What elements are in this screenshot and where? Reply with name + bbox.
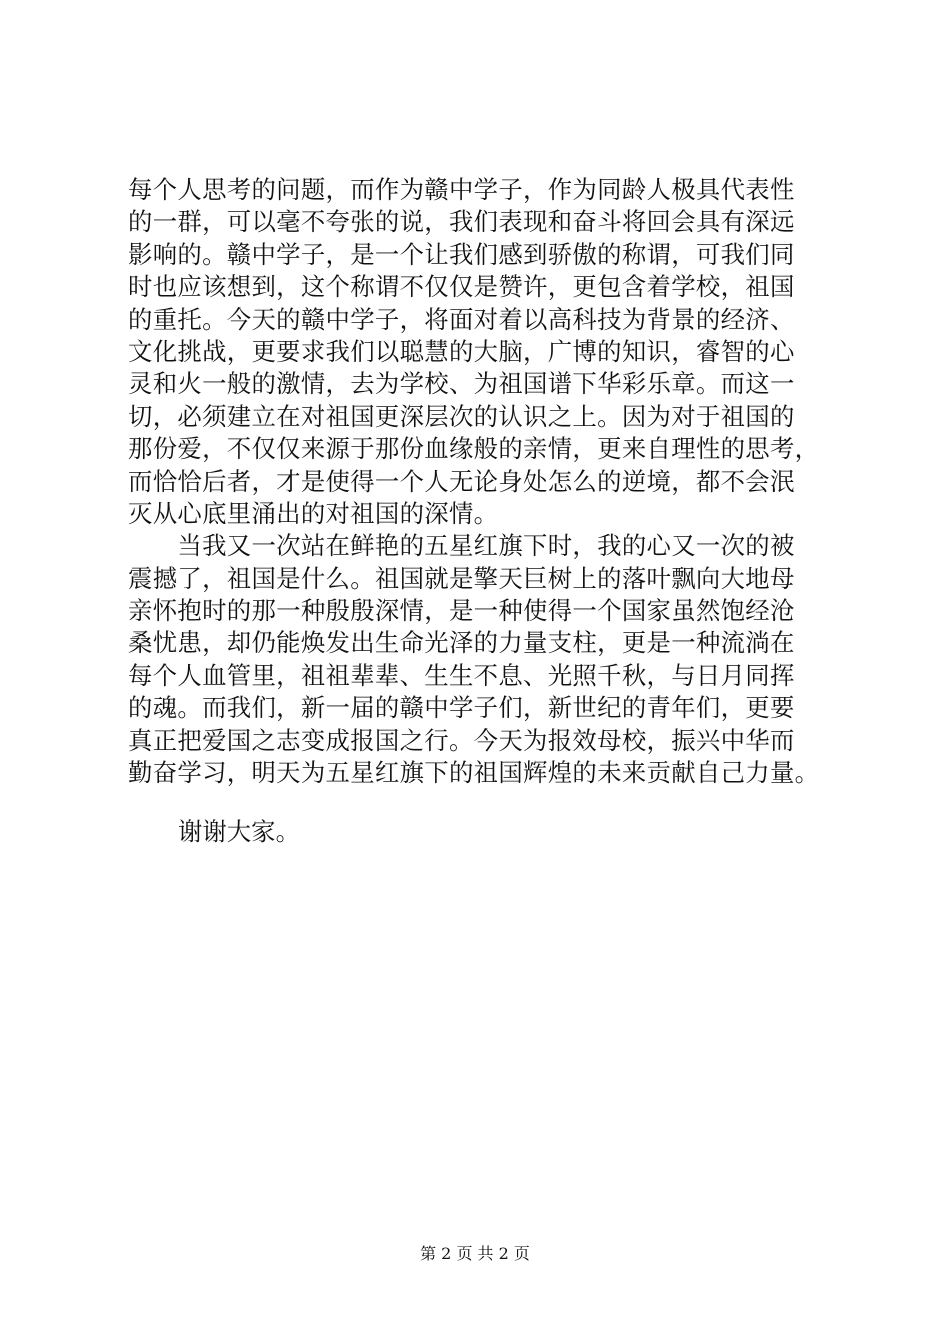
text-line-15: 桑忧患，却仍能焕发出生命光泽的力量支柱，更是一种流淌在 xyxy=(128,628,795,658)
page-number-footer: 第 2 页 共 2 页 xyxy=(420,1244,530,1263)
text-line-5: 的重托。今天的赣中学子，将面对着以高科技为背景的经济、 xyxy=(128,304,795,334)
text-line-9: 那份爱，不仅仅来源于那份血缘般的亲情，更来自理性的思考， xyxy=(128,434,820,464)
closing-text: 谢谢大家。 xyxy=(178,817,300,846)
text-line-2: 的一群，可以毫不夸张的说，我们表现和奋斗将回会具有深远 xyxy=(128,207,795,237)
text-line-19: 勤奋学习，明天为五星红旗下的祖国辉煌的未来贡献自己力量。 xyxy=(128,758,820,788)
text-line-18: 真正把爱国之志变成报国之行。今天为报效母校，振兴中华而 xyxy=(128,725,795,755)
text-line-11: 灭从心底里涌出的对祖国的深情。 xyxy=(128,498,499,528)
text-line-6: 文化挑战，更要求我们以聪慧的大脑，广博的知识，睿智的心 xyxy=(128,336,795,366)
text-line-1: 每个人思考的问题，而作为赣中学子，作为同龄人极具代表性 xyxy=(128,175,795,204)
text-line-3: 影响的。赣中学子，是一个让我们感到骄傲的称谓，可我们同 xyxy=(128,239,795,269)
text-line-17: 的魂。而我们，新一届的赣中学子们，新世纪的青年们，更要 xyxy=(128,693,795,723)
text-line-13: 震撼了，祖国是什么。祖国就是擎天巨树上的落叶飘向大地母 xyxy=(128,563,795,593)
text-line-8: 切，必须建立在对祖国更深层次的认识之上。因为对于祖国的 xyxy=(128,401,795,431)
text-line-16: 每个人血管里，祖祖辈辈、生生不息、光照千秋，与日月同挥 xyxy=(128,660,795,690)
text-line-10: 而恰恰后者，才是使得一个人无论身处怎么的逆境，都不会泯 xyxy=(128,466,795,496)
text-line-7: 灵和火一般的激情，去为学校、为祖国谱下华彩乐章。而这一 xyxy=(128,369,795,399)
text-line-12: 当我又一次站在鲜艳的五星红旗下时，我的心又一次的被 xyxy=(128,531,795,561)
text-line-14: 亲怀抱时的那一种殷殷深情，是一种使得一个国家虽然饱经沧 xyxy=(128,596,795,626)
body-text xyxy=(128,174,840,789)
text-line-4: 时也应该想到，这个称谓不仅仅是赞许，更包含着学校，祖国 xyxy=(128,272,795,302)
